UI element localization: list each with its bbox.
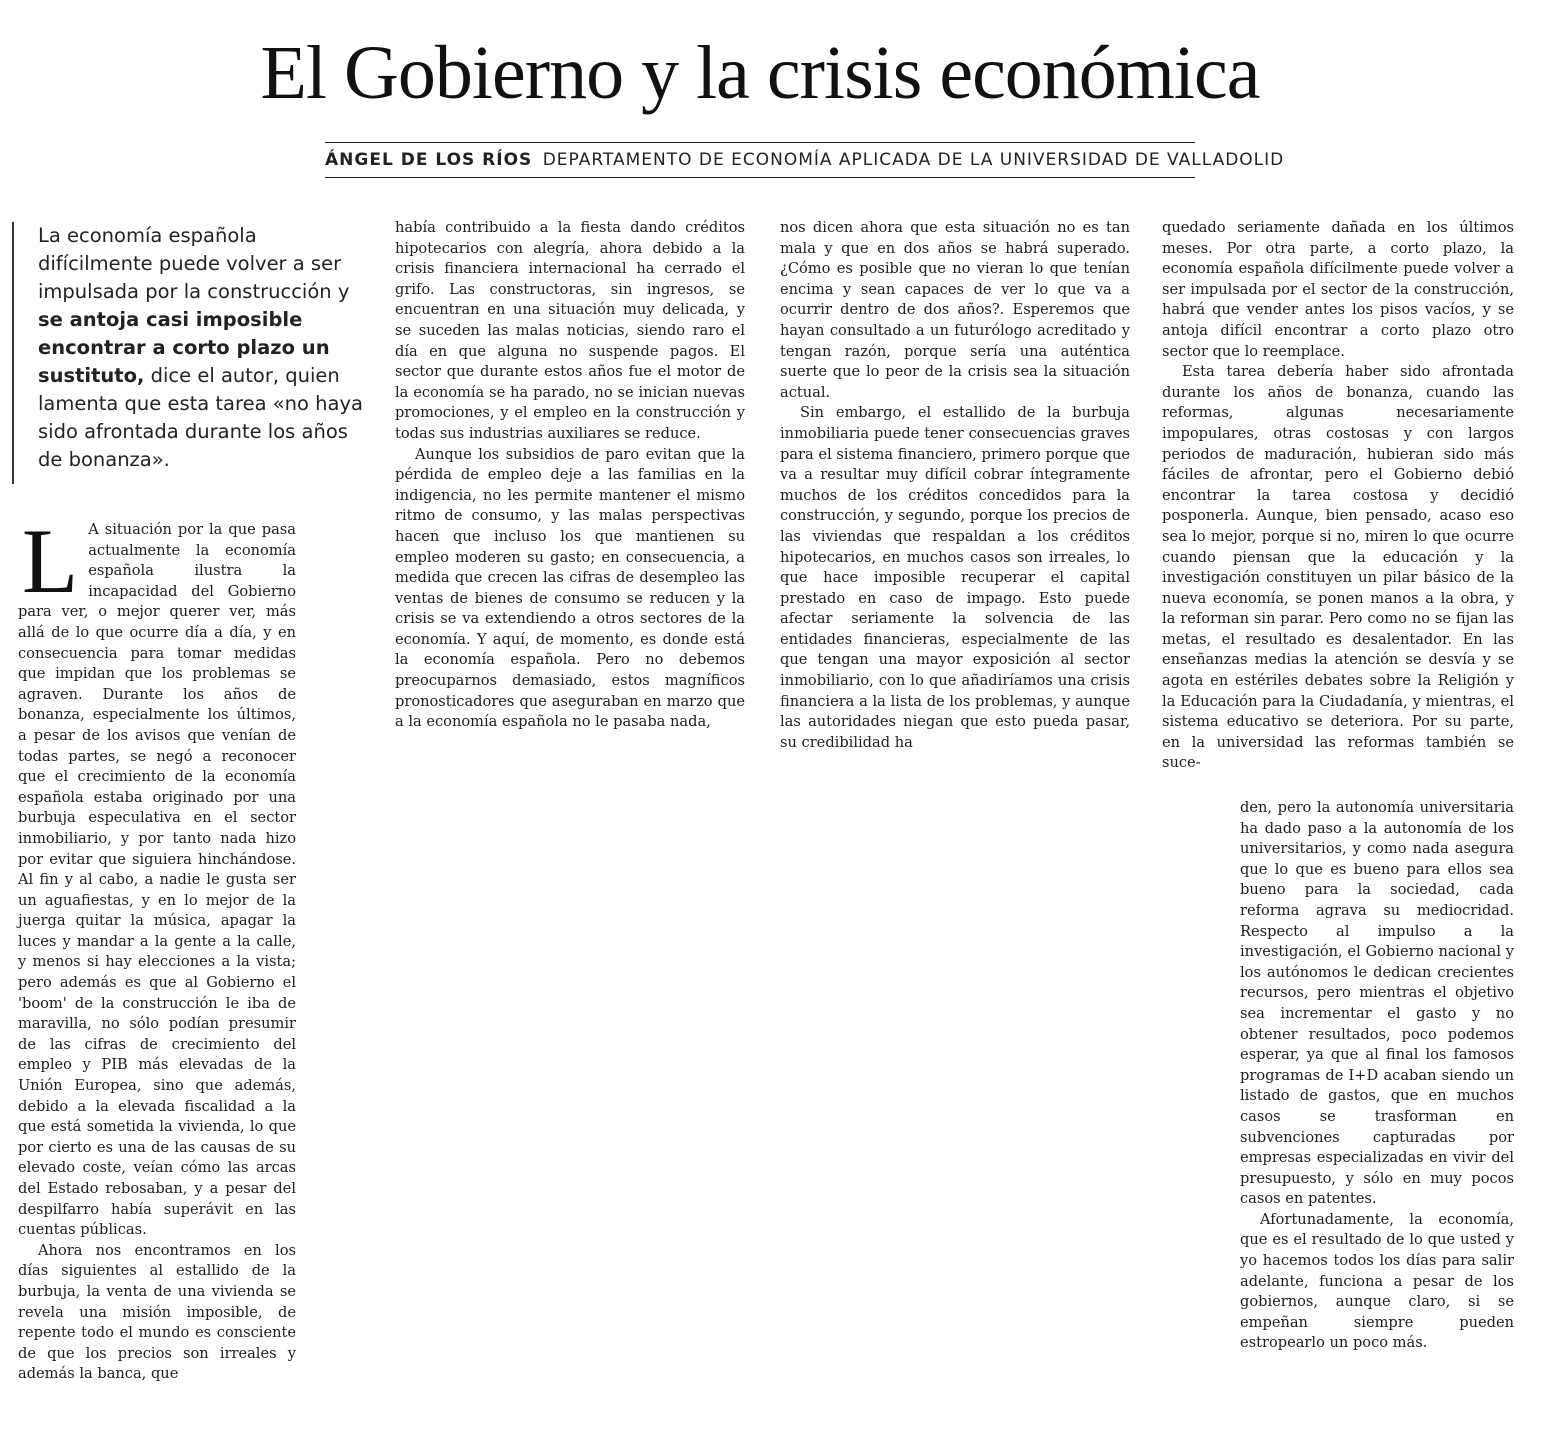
- author-affiliation: DEPARTAMENTO DE ECONOMÍA APLICADA DE LA UNIVERSIDAD DE VALLADOLID: [542, 150, 1285, 170]
- article-column-4-continued: [1240, 798, 1514, 1354]
- pull-quote-emphasis: se antoja casi imposible encontrar a corto plazo un sustituto,: [38, 308, 330, 387]
- paragraph: den, pero la autonomía universitaria ha dado paso a la autonomía de los universitarios, y como nada asegura que lo que es bueno para ellos sea bueno para la sociedad, cada reforma agrava su mediocridad. Respecto al impulso a la investigación, el Gobierno nacional y los autónomos le dedican crecientes recursos, pero mientras el objetivo sea incrementar el gasto y no obtener resultados, poco podemos esperar, ya que al final los famosos programas de I+D acaban siendo un listado de gastos, que en muchos casos se trasforman en subvenciones capturadas por empresas especializadas en vivir del presupuesto, y sólo en muy pocos casos en patentes.: [1240, 799, 1514, 1208]
- byline: [325, 142, 1285, 178]
- drop-cap: L: [22, 510, 79, 612]
- paragraph: [18, 510, 296, 1241]
- article-column-4: [1162, 218, 1514, 774]
- pull-quote: [12, 222, 367, 484]
- paragraph: Esta tarea debería haber sido afrontada durante los años de bonanza, cuando las reformas, algunas necesariamente impopulares, otras costosas y con largos periodos de maduración, hubieran sido más fáciles de afrontar, pero el Gobierno debió encontrar la tarea costosa y decidió posponerla. Aunque, bien pensado, acaso eso sea lo mejor, porque si no, miren lo que ocurre cuando piensan que la educación y la investigación constituyen un pilar básico de la nueva economía, se ponen manos a la obra, y la reforman sin parar. Pero como no se fijan las metas, el resultado es desalentador. En las enseñanzas medias la atención se desvía y se agota en estériles debates sobre la Religión y la Educación para la Ciudadanía, y mientras, el sistema educativo se deteriora. Por su parte, en la universidad las reformas también se suce-: [1162, 363, 1514, 772]
- pull-quote-text: La economía española difícilmente puede volver a ser impulsada por la construcción y: [38, 224, 350, 303]
- paragraph: Aunque los subsidios de paro evitan que la pérdida de empleo deje a las familias en la indigencia, no les permite mantener el mismo ritmo de consumo, y las malas perspectivas hacen que incluso los que mantienen su empleo moderen su gasto; en consecuencia, a medida que crecen las cifras de desempleo las ventas de bienes de consumo se reducen y la crisis se va extendiendo a otros sectores de la economía. Y aquí, de momento, es donde está la economía española. Pero no debemos preocuparnos demasiado, estos magníficos pronosticadores que aseguraban en marzo que a la economía española no le pasaba nada,: [395, 445, 745, 731]
- article-column-3: [780, 218, 1130, 753]
- author-name: ÁNGEL DE LOS RÍOS: [325, 150, 533, 170]
- paragraph: quedado seriamente dañada en los últimos meses. Por otra parte, a corto plazo, la economía española difícilmente puede volver a ser impulsada por el sector de la construcción, habrá que vender antes los pisos vacíos, y se antoja difícil encontrar a corto plazo otro sector que lo reemplace.: [1162, 219, 1514, 360]
- paragraph: había contribuido a la fiesta dando créditos hipotecarios con alegría, ahora debido a la crisis financiera internacional ha cerrado el grifo. Las constructoras, sin ingresos, se encuentran en una situación muy delicada, y se suceden las malas noticias, siendo raro el día en que alguna no suspende pagos. El sector que durante estos años fue el motor de la economía se ha parado, no se inician nuevas promociones, y el empleo en la construcción y todas sus industrias auxiliares se reduce.: [395, 219, 745, 442]
- pull-quote-text-end: dice el autor, quien lamenta que esta tarea «no haya sido afrontada durante los años de bonanza».: [38, 364, 363, 471]
- article-column-2: [395, 218, 745, 733]
- paragraph: Ahora nos encontramos en los días siguientes al estallido de la burbuja, la venta de una vivienda se revela una misión imposible, de repente todo el mundo es consciente de que los precios son irreales y además la banca, que: [18, 1241, 296, 1383]
- article-column-1: [18, 510, 296, 1385]
- headline: El Gobierno y la crisis económica: [260, 31, 1260, 115]
- paragraph: nos dicen ahora que esta situación no es tan mala y que en dos años se habrá superado. ¿Cómo es posible que no vieran lo que tenían encima y sean capaces de ver lo que va a ocurrir dentro de dos años?. Esperemos que hayan consultado a un futurólogo acreditado y tengan razón, porque sería una auténtica suerte que lo peor de la crisis sea la situación actual.: [780, 219, 1130, 401]
- paragraph-text: A situación por la que pasa actualmente la economía española ilustra la incapacidad del Gobierno para ver, o mejor querer ver, más allá de lo que ocurre día a día, y en consecuencia para tomar medidas que impidan que los problemas se agraven. Durante los años de bonanza, especialmente los últimos, a pesar de los avisos que venían de todas partes, se negó a reconocer que el crecimiento de la economía española estaba originado por una burbuja especulativa en el sector inmobiliario, y por tanto nada hizo por evitar que siguiera hinchándose. Al fin y al cabo, a nadie le gusta ser un aguafiestas, y en lo mejor de la juerga quitar la música, apagar la luces y mandar a la gente a la calle, y menos si hay elecciones a la vista; pero además es que al Gobierno el 'boom' de la construcción le iba de maravilla, no sólo podían presumir de las cifras de crecimiento del empleo y PIB más elevadas de la Unión Europea, sino que además, debido a la elevada fiscalidad a la que está sometida la vivienda, lo que por cierto es una de las causas de su elevado coste, veían cómo las arcas del Estado rebosaban, y a pesar del despilfarro había superávit en las cuentas públicas.: [18, 521, 296, 1239]
- paragraph: Afortunadamente, la economía, que es el resultado de lo que usted y yo hacemos todos los días para salir adelante, funciona a pesar de los gobiernos, aunque claro, si se empeñan siempre pueden estropearlo un poco más.: [1240, 1210, 1514, 1352]
- paragraph: Sin embargo, el estallido de la burbuja inmobiliaria puede tener consecuencias graves para el sistema financiero, primero porque que va a resultar muy difícil cobrar íntegramente muchos de los créditos concedidos para la construcción, y segundo, porque los precios de las viviendas que respaldan a los créditos hipotecarios, en muchos casos son irreales, lo que hace imposible recuperar el capital prestado en caso de impago. Esto puede afectar seriamente la solvencia de las entidades financieras, especialmente de las que tengan una mayor exposición al sector inmobiliario, con lo que añadiríamos una crisis financiera a la lista de los problemas, y aunque las autoridades niegan que esto pueda pasar, su credibilidad ha: [780, 404, 1130, 751]
